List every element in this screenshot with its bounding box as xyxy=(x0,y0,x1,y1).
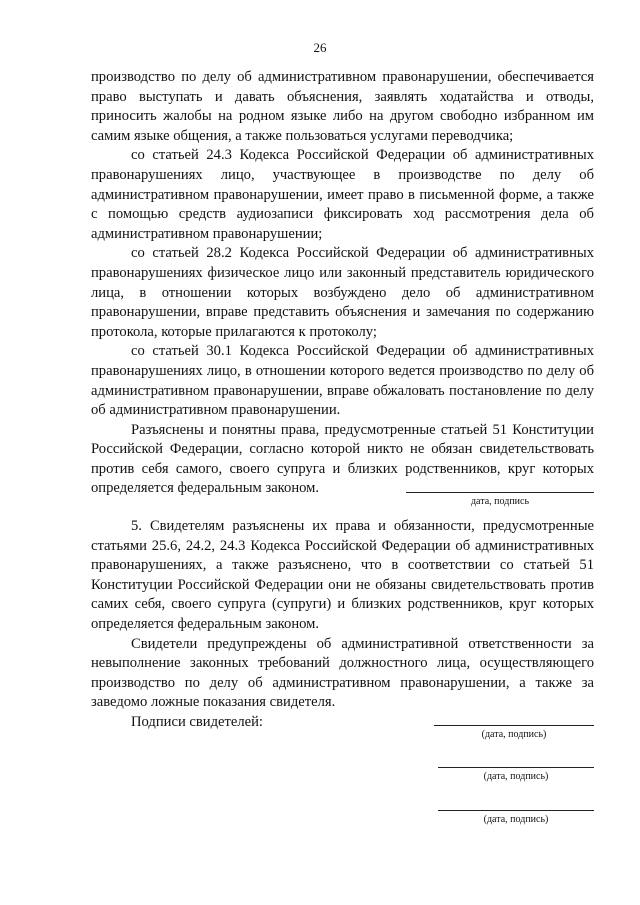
signature-line: дата, подпись xyxy=(406,492,594,508)
paragraph: со статьей 28.2 Кодекса Российской Федерации об административных правонарушениях физическое лицо или законный представитель юридического лица, в отношении которых возбуждено дело об административном правонарушении, вправе представить объяснения и замечания по содержанию протокола, которые прилагаются к протоколу; xyxy=(91,245,594,340)
witness-signature-line: (дата, подпись) xyxy=(438,767,594,783)
paragraph: 5. Свидетелям разъяснены их права и обязанности, предусмотренные статьями 25.6, 24.2, 24.3 Кодекса Российской Федерации об административных правонарушениях, а также разъяснено, что в соответствии со статьей 51 Конституции Российской Федерации они не обязаны свидетельствовать против самих себя, своего супруга (супруги) и близких родственников, круг которых определяется федеральным законом. xyxy=(91,518,594,632)
rights-text-block xyxy=(91,68,594,499)
paragraph: Разъяснены и понятны права, предусмотренные статьей 51 Конституции Российской Федерации, согласно которой никто не обязан свидетельствовать против себя самого, своего супруга и близких родственников, круг которых определяется федеральным законом. xyxy=(91,421,594,497)
witness-signature-line: (дата, подпись) xyxy=(438,810,594,826)
paragraph: производство по делу об административном правонарушении, обеспечивается право выступать и давать объяснения, заявлять ходатайства и отводы, приносить жалобы на родном языке либо на другом свободно избранном им самим языке общения, а также пользоваться услугами переводчика; xyxy=(91,69,594,144)
page-number: 26 xyxy=(313,40,327,55)
witness-signatures-heading: Подписи свидетелей: xyxy=(131,713,263,730)
witness-text-block xyxy=(91,517,594,733)
paragraph: со статьей 30.1 Кодекса Российской Федерации об административных правонарушениях лицо, в отношении которого ведется производство по делу об административном правонарушении, вправе обжаловать постановление по делу об административном правонарушении. xyxy=(91,343,594,419)
paragraph: Свидетели предупреждены об административной ответственности за невыполнение законных требований должностного лица, осуществляющего производство по делу об административном правонарушении, а также за заведомо ложные показания свидетеля. xyxy=(91,635,594,711)
witness-signature-line: (дата, подпись) xyxy=(434,725,594,741)
paragraph: со статьей 24.3 Кодекса Российской Федерации об административных правонарушениях лицо, участвующее в производстве по делу об административном правонарушении, имеет право в письменной форме, а также с помощью средств аудиозаписи фиксировать ход рассмотрения дела об административном правонарушении; xyxy=(91,147,594,242)
